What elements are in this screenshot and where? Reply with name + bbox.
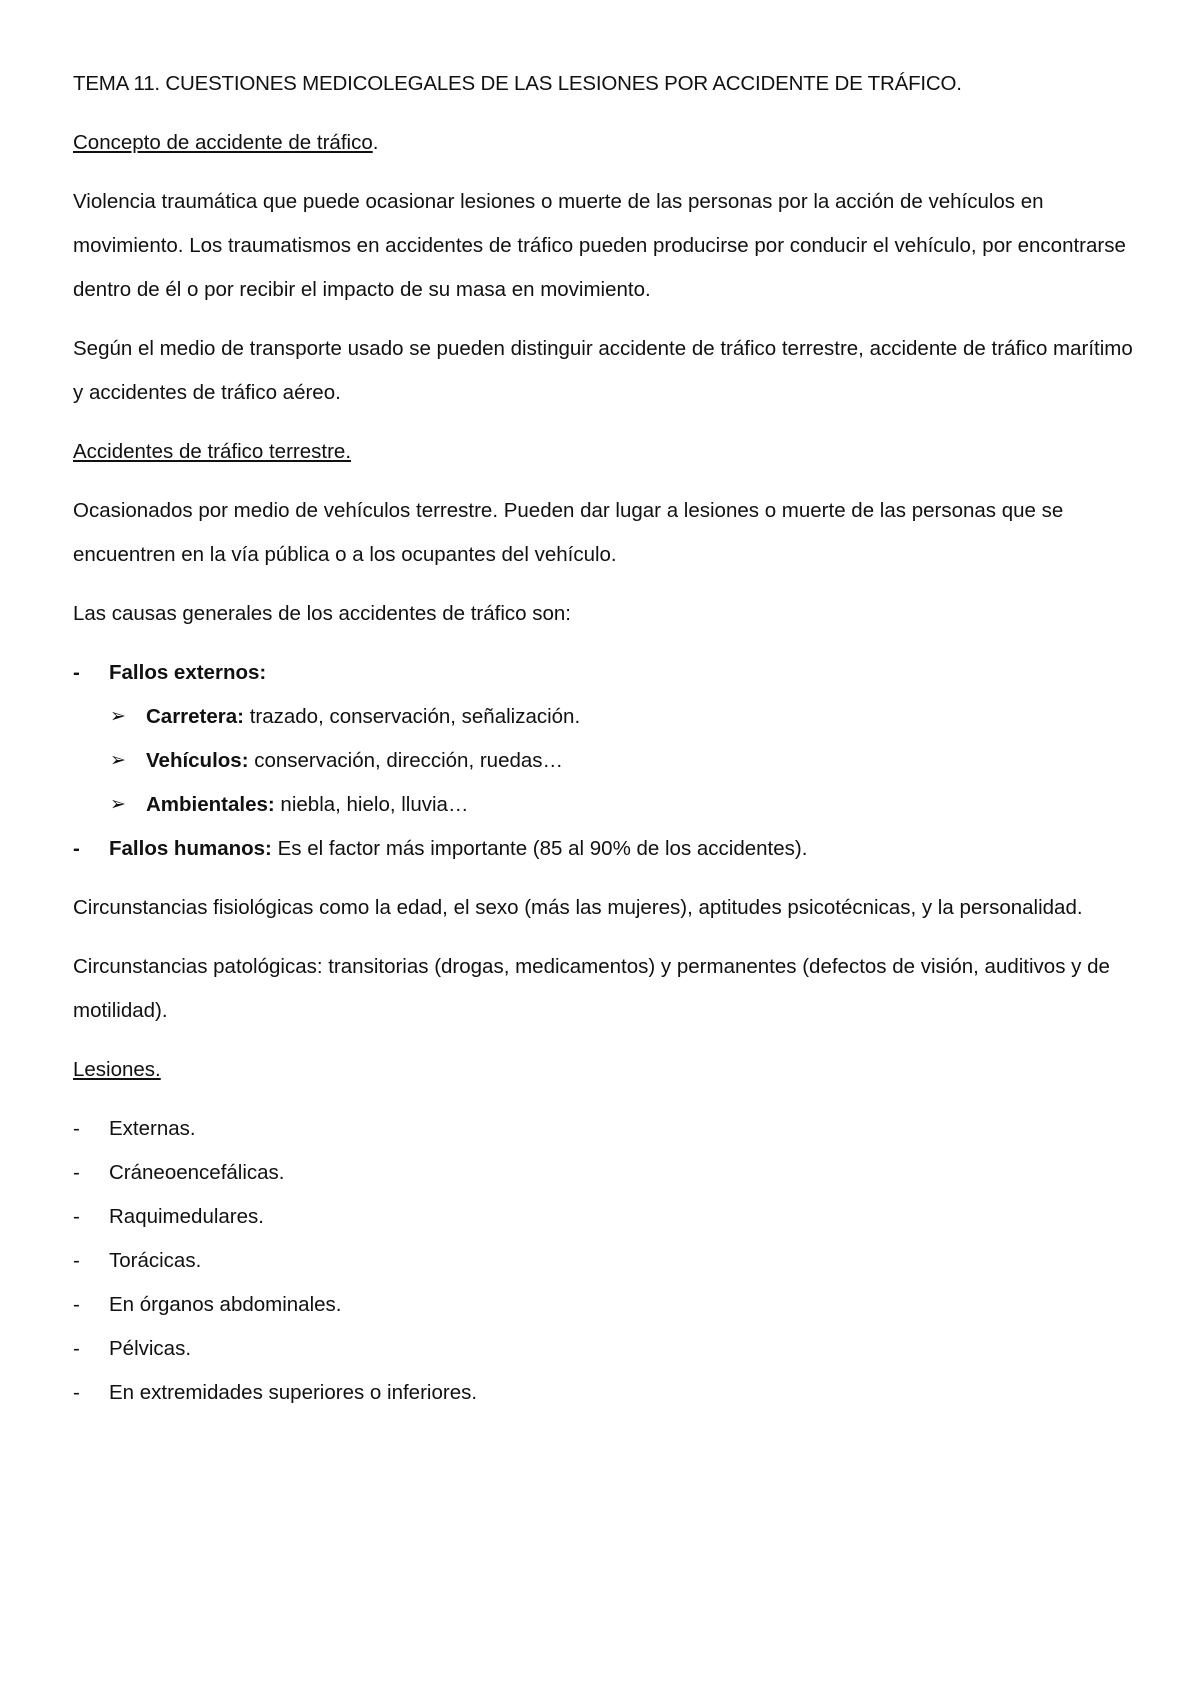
paragraph-definicion: Violencia traumática que puede ocasionar lesiones o muerte de las personas por la acción de vehículos en movimiento. Los traumatismos en accidentes de tráfico pueden producirse por conducir el vehículo, por encontrarse dentro de él o por recibir el impacto de su masa en movimiento. xyxy=(73,190,1126,301)
arrow-bullet-icon: ➢ xyxy=(110,706,126,727)
paragraph-causas: Las causas generales de los accidentes de tráfico son: xyxy=(73,602,571,625)
list-item-fallos-externos xyxy=(73,651,1143,695)
section-heading-concepto xyxy=(73,121,1143,165)
list-item xyxy=(73,1283,1143,1327)
arrow-bullet-icon: ➢ xyxy=(110,750,126,771)
dash-bullet: - xyxy=(73,1381,80,1404)
list-item-text: Raquimedulares. xyxy=(109,1205,264,1228)
paragraph-medio-transporte: Según el medio de transporte usado se pueden distinguir accidente de tráfico terrestre, accidente de tráfico marítimo y accidentes de tráfico aéreo. xyxy=(73,337,1133,404)
dash-bullet: - xyxy=(73,1117,80,1140)
document-title: TEMA 11. CUESTIONES MEDICOLEGALES DE LAS LESIONES POR ACCIDENTE DE TRÁFICO. xyxy=(73,72,962,95)
list-item-text: Pélvicas. xyxy=(109,1337,192,1360)
list-item-label: Fallos humanos: xyxy=(109,837,272,860)
causes-list xyxy=(73,651,1143,871)
lesiones-list xyxy=(73,1107,1143,1415)
section-heading-lesiones: Lesiones. xyxy=(73,1058,161,1081)
list-item-carretera xyxy=(73,695,1143,739)
dash-bullet: - xyxy=(73,1249,80,1272)
list-item-text: niebla, hielo, lluvia… xyxy=(274,793,469,816)
heading-text: Concepto de accidente de tráfico xyxy=(73,131,373,154)
document-page xyxy=(73,62,1143,1430)
paragraph-ocasionados: Ocasionados por medio de vehículos terrestre. Pueden dar lugar a lesiones o muerte de las personas que se encuentren en la vía pública o a los ocupantes del vehículo. xyxy=(73,499,1064,566)
list-item-text: En órganos abdominales. xyxy=(109,1293,342,1316)
list-item-text: conservación, dirección, ruedas… xyxy=(248,749,564,772)
list-item-text: trazado, conservación, señalización. xyxy=(244,705,581,728)
list-item-label: Fallos externos: xyxy=(109,661,267,684)
dash-bullet: - xyxy=(73,661,80,684)
list-item-text: Cráneoencefálicas. xyxy=(109,1161,285,1184)
list-item xyxy=(73,1327,1143,1371)
list-item xyxy=(73,1107,1143,1151)
list-item-fallos-humanos xyxy=(73,827,1143,871)
list-item-label: Carretera: xyxy=(146,705,244,728)
arrow-bullet-icon: ➢ xyxy=(110,794,126,815)
list-item xyxy=(73,1195,1143,1239)
list-item-text: Torácicas. xyxy=(109,1249,202,1272)
dash-bullet: - xyxy=(73,1161,80,1184)
list-item xyxy=(73,1371,1143,1415)
paragraph-fisiologicas: Circunstancias fisiológicas como la edad, el sexo (más las mujeres), aptitudes psicotécnicas, y la personalidad. xyxy=(73,896,1083,919)
list-item xyxy=(73,1239,1143,1283)
list-item-text: En extremidades superiores o inferiores. xyxy=(109,1381,478,1404)
dash-bullet: - xyxy=(73,1337,80,1360)
dash-bullet: - xyxy=(73,1205,80,1228)
section-heading-terrestre: Accidentes de tráfico terrestre. xyxy=(73,440,352,463)
dash-bullet: - xyxy=(73,837,80,860)
list-item-label: Ambientales: xyxy=(146,793,275,816)
list-item-text: Externas. xyxy=(109,1117,196,1140)
list-item-ambientales xyxy=(73,783,1143,827)
list-item-label: Vehículos: xyxy=(146,749,249,772)
paragraph-patologicas: Circunstancias patológicas: transitorias (drogas, medicamentos) y permanentes (defectos de visión, auditivos y de motilidad). xyxy=(73,955,1110,1022)
list-item-text: Es el factor más importante (85 al 90% de los accidentes). xyxy=(271,837,808,860)
list-item-vehiculos xyxy=(73,739,1143,783)
heading-period: . xyxy=(372,131,379,154)
list-item xyxy=(73,1151,1143,1195)
dash-bullet: - xyxy=(73,1293,80,1316)
